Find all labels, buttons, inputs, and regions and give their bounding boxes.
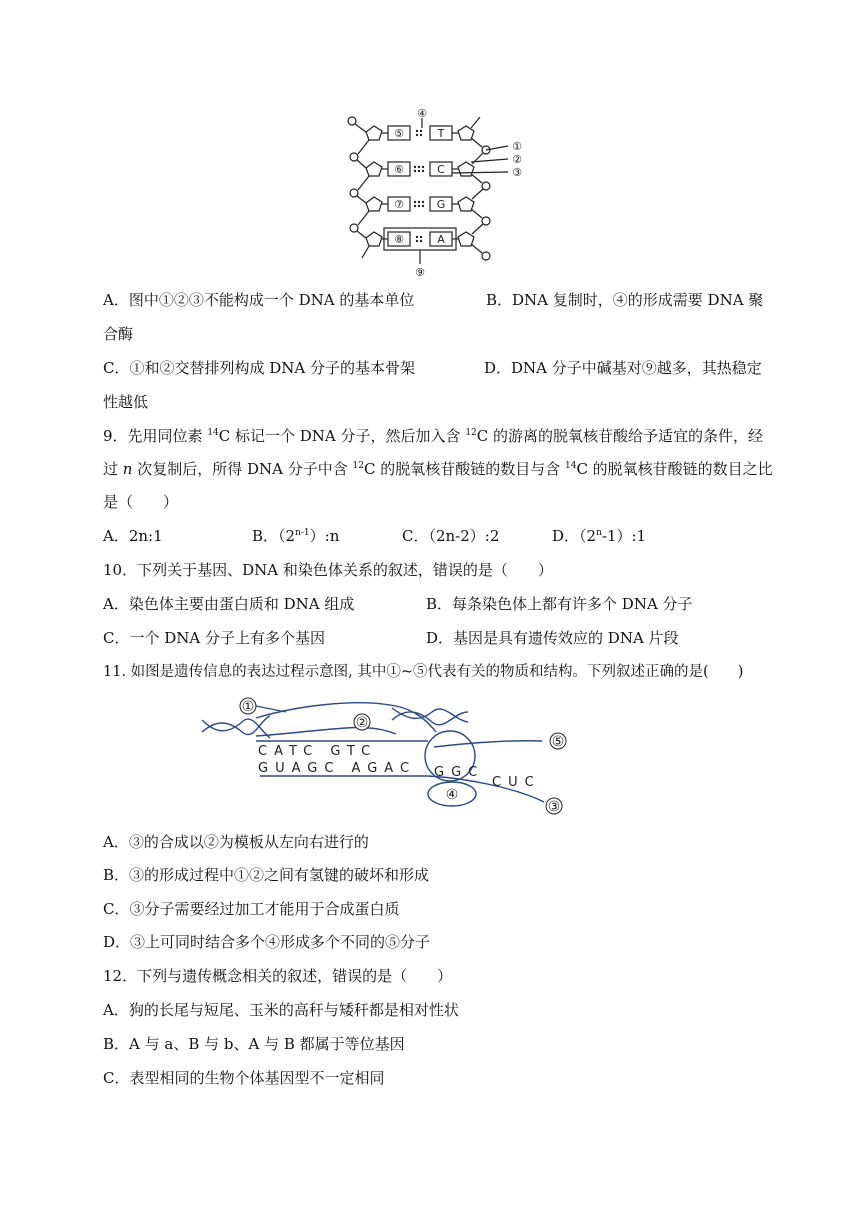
dna-structure-figure — [340, 104, 530, 280]
q10-option-a: A．染色体主要由蛋白质和 DNA 组成 — [103, 595, 355, 613]
figure1-label-1: ① — [512, 140, 522, 153]
q9-stem-line3: 是（ ） — [103, 493, 179, 511]
q10-stem: 10．下列关于基因、DNA 和染色体关系的叙述，错误的是（ ） — [103, 561, 553, 579]
q10-option-b: B．每条染色体上都有许多个 DNA 分子 — [426, 595, 693, 613]
figure1-label-7: ⑦ — [394, 198, 404, 211]
figure2-rna-sequence: GUAGC AGAC — [258, 761, 417, 776]
q11-option-c: C．③分子需要经过加工才能用于合成蛋白质 — [103, 900, 400, 918]
q8-option-b-cont: 合酶 — [103, 325, 134, 343]
q8-option-a: A．图中①②③不能构成一个 DNA 的基本单位 — [103, 291, 415, 309]
figure2-label-4: ④ — [445, 787, 459, 803]
figure1-label-9: ⑨ — [415, 266, 425, 279]
figure2-label-3: ③ — [547, 799, 561, 815]
q11-option-b: B．③的形成过程中①②之间有氢键的破坏和形成 — [103, 866, 430, 884]
figure2-label-2: ② — [355, 715, 369, 731]
gene-expression-figure — [196, 690, 576, 818]
q12-option-c: C．表型相同的生物个体基因型不一定相同 — [103, 1069, 385, 1087]
figure1-label-2: ② — [512, 153, 522, 166]
q9-option-d: D．（2$^n$-1）:1 — [552, 527, 647, 545]
q11-option-a: A．③的合成以②为模板从左向右进行的 — [103, 833, 369, 851]
q10-option-c: C．一个 DNA 分子上有多个基因 — [103, 629, 325, 647]
q9-stem-line2: 过 n 次复制后，所得 DNA 分子中含 $^{12}$C 的脱氧核苷酸链的数目与含 $^{14}$C 的脱氧核苷酸链的数目之比 — [103, 460, 773, 478]
figure1-label-8: ⑧ — [394, 233, 404, 246]
q9-option-c: C．（2n-2）:2 — [402, 527, 500, 545]
q9-option-a: A．2n:1 — [103, 527, 163, 545]
figure2-label-1: ① — [241, 699, 255, 715]
figure1-base-t: T — [437, 127, 445, 140]
q9-stem-line1: 9．先用同位素 $^{14}$C 标记一个 DNA 分子，然后加入含 $^{12}$C 的游离的脱氧核苷酸给予适宜的条件，经 — [103, 427, 764, 445]
figure2-cuc-sequence: CUC — [492, 775, 541, 790]
figure1-label-3: ③ — [512, 166, 522, 179]
q12-option-b: B．A 与 a、B 与 b、A 与 B 都属于等位基因 — [103, 1035, 405, 1053]
figure2-label-5: ⑤ — [551, 734, 565, 750]
figure1-label-5: ⑤ — [394, 127, 404, 140]
q8-option-d-cont: 性越低 — [103, 393, 149, 411]
q11-stem: 11. 如图是遗传信息的表达过程示意图, 其中①~⑤代表有关的物质和结构。下列叙述正确的是( ) — [103, 664, 744, 680]
q10-option-d: D．基因是具有遗传效应的 DNA 片段 — [426, 629, 679, 647]
q8-option-c: C．①和②交替排列构成 DNA 分子的基本骨架 — [103, 359, 415, 377]
figure2-dna-sequence: CATC GTC — [258, 744, 378, 759]
figure1-base-c: C — [437, 163, 445, 176]
figure2-ggc-sequence: GGC — [434, 765, 485, 780]
figure1-label-6: ⑥ — [394, 163, 404, 176]
q11-option-d: D．③上可同时结合多个④形成多个不同的⑤分子 — [103, 933, 431, 951]
q12-option-a: A．狗的长尾与短尾、玉米的高秆与矮秆都是相对性状 — [103, 1001, 459, 1019]
figure1-base-g: G — [436, 198, 446, 211]
q8-option-b: B．DNA 复制时，④的形成需要 DNA 聚 — [486, 291, 764, 309]
figure1-label-4: ④ — [417, 107, 427, 120]
q9-option-b: B．（2$^{n-1}$）:n — [252, 527, 340, 545]
q12-stem: 12．下列与遗传概念相关的叙述，错误的是（ ） — [103, 967, 453, 985]
figure1-base-a: A — [437, 233, 445, 246]
q8-option-d: D．DNA 分子中碱基对⑨越多，其热稳定 — [484, 359, 762, 377]
